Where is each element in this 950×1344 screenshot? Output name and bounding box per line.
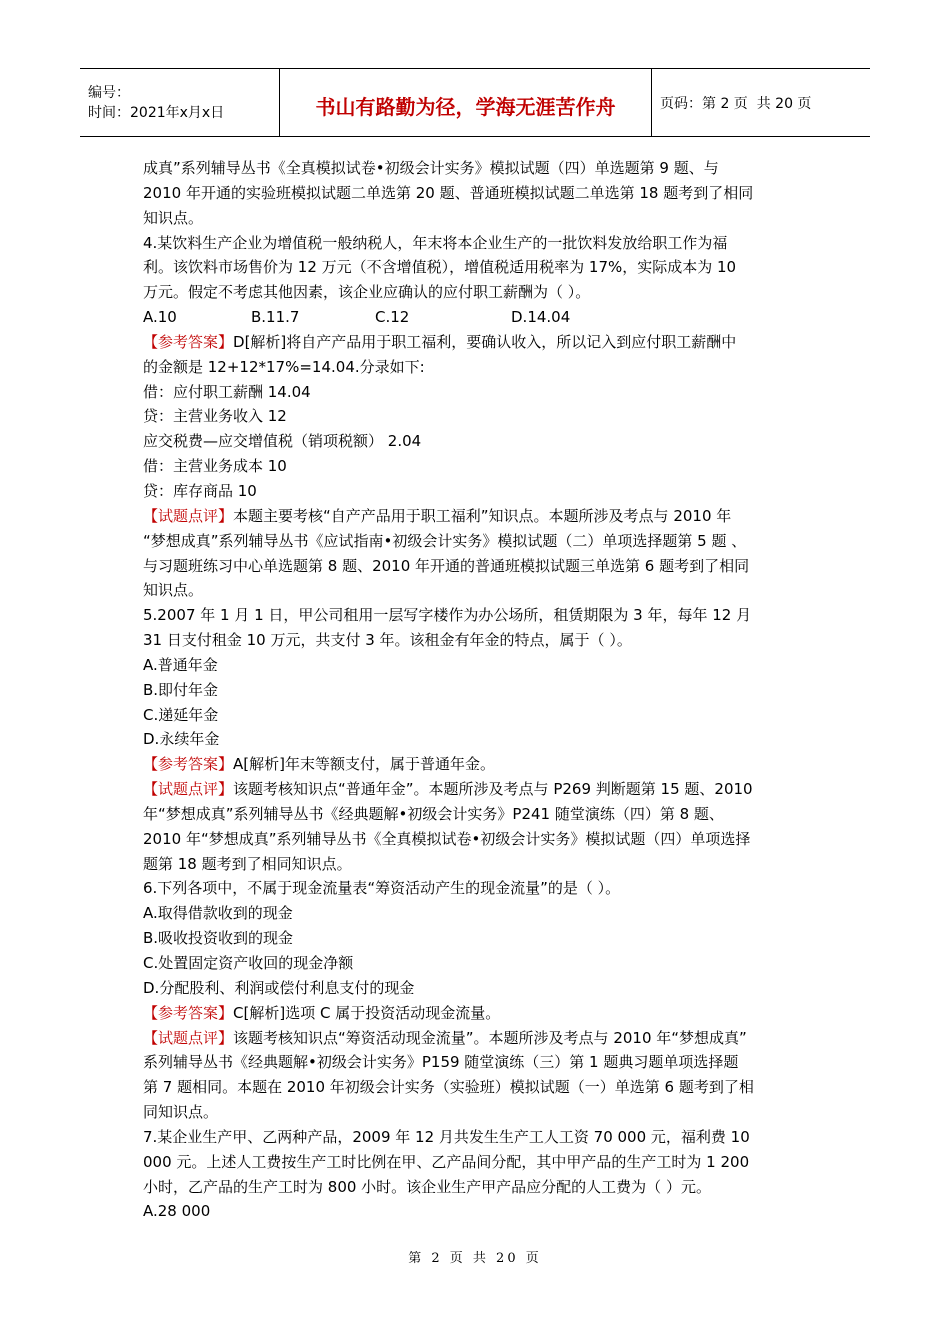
- option-c: C.递延年金: [143, 705, 219, 724]
- option-c: C.12: [375, 308, 410, 327]
- header-meta: [80, 69, 280, 136]
- option-b: B.即付年金: [143, 680, 219, 699]
- answer-tag: 【参考答案】: [143, 1003, 234, 1022]
- comment-line: [143, 504, 813, 529]
- option-a: A.10: [143, 308, 177, 327]
- text-line: 应交税费—应交增值税（销项税额） 2.04: [143, 432, 422, 451]
- question-6: 6.下列各项中，不属于现金流量表“筹资活动产生的现金流量”的是（ ）。: [143, 879, 621, 898]
- text-line: 000 元。上述人工费按生产工时比例在甲、乙产品间分配，其中甲产品的生产工时为 1 200: [143, 1152, 750, 1171]
- question-5: 5.2007 年 1 月 1 日，甲公司租用一层写字楼作为办公场所，租赁期限为 3 年，每年 12 月: [143, 606, 752, 625]
- answer-line: [143, 330, 813, 355]
- answer-line: [143, 752, 813, 777]
- comment-text: 该题考核知识点“普通年金”。本题所涉及考点与 P269 判断题第 15 题、2010: [233, 780, 753, 799]
- text-line: 2010 年“梦想成真”系列辅导丛书《全真模拟试卷•初级会计实务》模拟试题（四）单项选择: [143, 829, 751, 848]
- question-7: 7.某企业生产甲、乙两种产品，2009 年 12 月共发生生产工人工资 70 000 元，福利费 10: [143, 1127, 750, 1146]
- text-line: 知识点。: [143, 208, 204, 227]
- answer-text: C[解析]选项 C 属于投资活动现金流量。: [233, 1003, 501, 1022]
- number-label: 编号：: [88, 84, 130, 101]
- page-info-text: 页码：第 2 页 共 20 页: [660, 95, 812, 112]
- option-d: D.永续年金: [143, 730, 220, 749]
- text-line: 成真”系列辅导丛书《全真模拟试卷•初级会计实务》模拟试题（四）单选题第 9 题、与: [143, 159, 719, 177]
- text-line: 2010 年开通的实验班模拟试题二单选第 20 题、普通班模拟试题二单选第 18 题考到了相同: [143, 183, 754, 202]
- comment-line: [143, 777, 813, 802]
- text-line: 借：应付职工薪酬 14.04: [143, 382, 311, 401]
- text-line: 借：主营业务成本 10: [143, 457, 287, 476]
- text-line: 同知识点。: [143, 1103, 219, 1122]
- text-line: 题第 18 题考到了相同知识点。: [143, 854, 352, 873]
- text-line: 第 7 题相同。本题在 2010 年初级会计实务（实验班）模拟试题（一）单选第 6 题考到了相: [143, 1078, 754, 1097]
- document-body: [143, 156, 813, 1224]
- option-a: A.普通年金: [143, 655, 218, 674]
- option-b: B.吸收投资收到的现金: [143, 929, 294, 948]
- option-a: A.取得借款收到的现金: [143, 904, 293, 923]
- motto-text: 书山有路勤为径，学海无涯苦作舟: [315, 95, 616, 119]
- option-b: B.11.7: [251, 308, 300, 327]
- text-line: 小时，乙产品的生产工时为 800 小时。该企业生产甲产品应分配的人工费为（ ）元。: [143, 1177, 711, 1196]
- page-footer: 第 2 页 共 20 页: [408, 1251, 542, 1266]
- comment-text: 本题主要考核“自产产品用于职工福利”知识点。本题所涉及考点与 2010 年: [233, 506, 732, 525]
- text-line: 利。该饮料市场售价为 12 万元（不含增值税），增值税适用税率为 17%，实际成本为 10: [143, 258, 737, 277]
- option-d: D.14.04: [511, 308, 571, 327]
- text-line: “梦想成真”系列辅导丛书《应试指南•初级会计实务》模拟试题（二）单项选择题第 5 题 、: [143, 531, 747, 550]
- option-d: D.分配股利、利润或偿付利息支付的现金: [143, 978, 415, 997]
- header-page-info: [652, 69, 870, 136]
- text-line: 知识点。: [143, 581, 204, 600]
- text-line: 贷：库存商品 10: [143, 481, 257, 500]
- text-line: 系列辅导丛书《经典题解•初级会计实务》P159 随堂演练（三）第 1 题典习题单项选择题: [143, 1053, 739, 1072]
- comment-text: 该题考核知识点“筹资活动现金流量”。本题所涉及考点与 2010 年“梦想成真”: [233, 1028, 747, 1047]
- answer-text: D[解析]将自产产品用于职工福利，要确认收入，所以记入到应付职工薪酬中: [233, 332, 737, 351]
- comment-line: [143, 1026, 813, 1051]
- text-line: 31 日支付租金 10 万元，共支付 3 年。该租金有年金的特点，属于（ ）。: [143, 631, 632, 650]
- answer-line: [143, 1001, 813, 1026]
- answer-text: A[解析]年末等额支付，属于普通年金。: [233, 755, 495, 774]
- question-4: 4.某饮料生产企业为增值税一般纳税人，年末将本企业生产的一批饮料发放给职工作为福: [143, 233, 728, 252]
- answer-tag: 【参考答案】: [143, 332, 234, 351]
- header-motto: [280, 69, 652, 136]
- text-line: 的金额是 12+12*17%=14.04.分录如下:: [143, 357, 425, 376]
- text-line: 贷：主营业务收入 12: [143, 407, 287, 426]
- option-c: C.处置固定资产收回的现金净额: [143, 954, 354, 972]
- question-4-options: [143, 305, 813, 330]
- text-line: 万元。假定不考虑其他因素，该企业应确认的应付职工薪酬为（ ）。: [143, 283, 591, 302]
- text-line: 年“梦想成真”系列辅导丛书《经典题解•初级会计实务》P241 随堂演练（四）第 8 题、: [143, 804, 724, 823]
- date-label: 时间：2021年x月x日: [88, 104, 225, 121]
- option-a: A.28 000: [143, 1202, 211, 1221]
- text-line: 与习题班练习中心单选题第 8 题、2010 年开通的普通班模拟试题三单选第 6 题考到了相同: [143, 556, 750, 575]
- comment-tag: 【试题点评】: [143, 506, 234, 525]
- answer-tag: 【参考答案】: [143, 755, 234, 774]
- page-header: [80, 68, 870, 137]
- comment-tag: 【试题点评】: [143, 1028, 234, 1047]
- comment-tag: 【试题点评】: [143, 780, 234, 799]
